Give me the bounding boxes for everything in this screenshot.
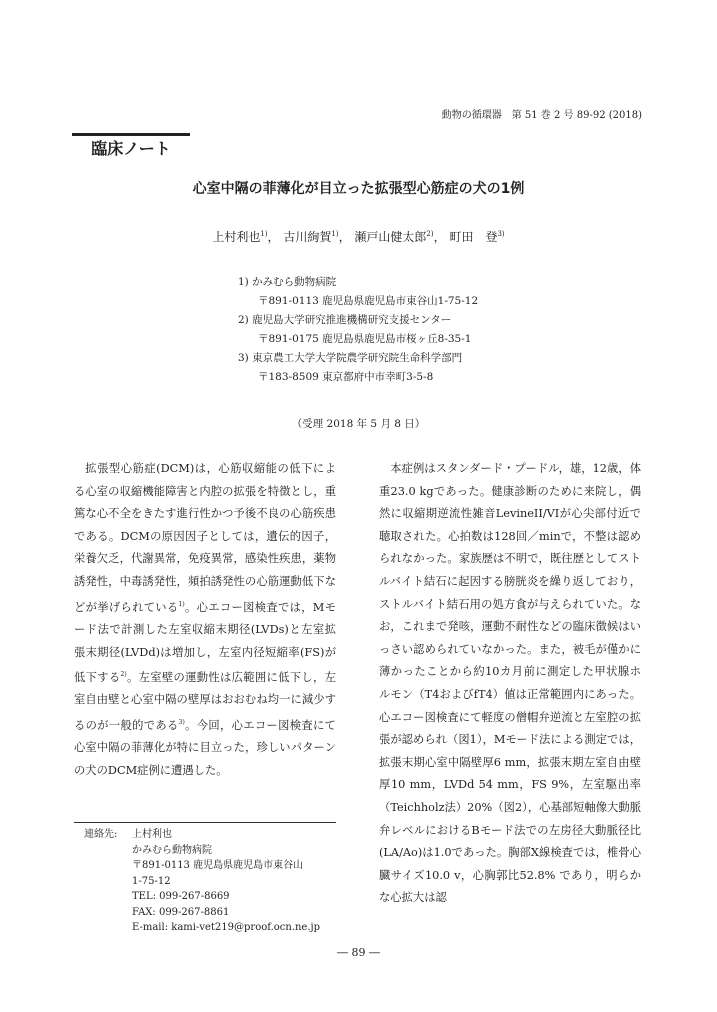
body-text: 拡張型心筋症(DCM)は，心筋収縮能の低下による心室の収縮機能障害と内腔の拡張を特徴とし，重篤な心不全をきたす進行性かつ予後不良の心筋疾患である。DCMの原因因子としては，遺伝的因子，栄養欠乏，代謝異常，免疫異常，感染性疾患，薬物誘発性，中毒誘発性，頻拍誘発性の心筋運動低下などが挙げられている bbox=[74, 462, 336, 614]
body-text: 。左室壁の運動性は広範囲に低下し，左室自由壁と心室中隔の壁厚はおおむね均一に減少するのが一般的である bbox=[74, 670, 336, 732]
author-name: 古川絢賀 bbox=[283, 230, 332, 244]
affiliation-name: 鹿児島大学研究推進機構研究支援センター bbox=[252, 314, 452, 326]
affiliation-number: 3) bbox=[238, 352, 249, 364]
author-affil-mark: 3) bbox=[497, 230, 505, 238]
contact-divider bbox=[74, 822, 336, 823]
article-title: 心室中隔の菲薄化が目立った拡張型心筋症の犬の1例 bbox=[192, 181, 525, 197]
reference-mark: 1) bbox=[178, 600, 185, 608]
contact-line: 1-75-12 bbox=[132, 875, 171, 887]
section-label-text: 臨床ノート bbox=[91, 139, 171, 158]
body-paragraph bbox=[74, 458, 336, 783]
author-list: 上村利也$^{1)}$， 古川絢賀$^{1)}$， 瀬戸山健太郎$^{2)}$， 町田 登$^{3)}$ bbox=[212, 230, 505, 244]
affiliation-name: 東京農工大学大学院農学研究院生命科学部門 bbox=[252, 352, 463, 364]
contact-line: かみむら動物病院 bbox=[132, 844, 212, 856]
affiliation-item bbox=[238, 273, 478, 292]
affiliation-address: 〒891-0175 鹿児島県鹿児島市桜ヶ丘8-35-1 bbox=[258, 333, 472, 345]
section-label bbox=[72, 133, 190, 160]
contact-line: FAX: 099-267-8861 bbox=[132, 906, 230, 918]
reference-mark: 2) bbox=[120, 671, 127, 679]
reference-mark: 3) bbox=[178, 719, 185, 727]
contact-label: 連絡先: bbox=[84, 829, 118, 840]
affiliation-item bbox=[238, 349, 478, 368]
page-number: ― 89 ― bbox=[337, 946, 380, 959]
author-name: 上村利也 bbox=[212, 230, 261, 244]
affiliation-name: かみむら動物病院 bbox=[252, 276, 337, 288]
body-text: 。心エコー図検査では，Mモード法で計測した左室収縮末期径(LVDs)と左室拡張末期径(LVDd)は増加し，左室内径短縮率(FS)が低下する bbox=[74, 600, 336, 684]
contact-email: E-mail: kami-vet219@proof.ocn.ne.jp bbox=[132, 922, 321, 933]
author-affil-mark: 1) bbox=[260, 230, 268, 238]
contact-name: 上村利也 bbox=[132, 829, 172, 840]
affiliation-address: 〒183-8509 東京都府中市幸町3-5-8 bbox=[258, 371, 434, 383]
body-left-column bbox=[74, 458, 336, 783]
affiliation-list bbox=[238, 273, 478, 387]
affiliation-number: 1) bbox=[238, 276, 249, 288]
affiliation-number: 2) bbox=[238, 314, 249, 326]
body-paragraph: 本症例はスタンダード・プードル，雄，12歳，体重23.0 kgであった。健康診断のために来院し，偶然に収縮期逆流性雑音LevineII/VIが心尖部付近で聴取された。心拍数は128回／minで，不整は認められなかった。家族歴は不明で，既往歴としてストルバイト結石に起因する膀胱炎を繰り返しており，ストルバイト結石用の処方食が与えられていた。なお，これまで発咳，運動不耐性などの臨床徴候はいっさい認められていなかった。また，被毛が僅かに薄かったことから約10カ月前に測定した甲状腺ホルモン（T4およびfT4）値は正常範囲内にあった。心エコー図検査にて軽度の僧帽弁逆流と左室腔の拡張が認められ（図1），Mモード法による測定では，拡張末期心室中隔壁厚6 mm，拡張末期左室自由壁厚10 mm，LVDd 54 mm，FS 9%，左室駆出率（Teichholz法）20%（図2），心基部短軸像大動脈弁レベルにおけるBモード法での左房径大動脈径比(LA/Ao)は1.0であった。胸部X線検査では，椎骨心臓サイズ10.0 v，心胸郭比52.8% であり，明らかな心拡大は認 bbox=[379, 462, 641, 905]
contact-line: TEL: 099-267-8669 bbox=[132, 891, 230, 902]
body-text: 。今回，心エコー図検査にて心室中隔の菲薄化が特に目立った，珍しいパターンの犬のDCM症例に遭遇した。 bbox=[74, 718, 336, 778]
affiliation-item bbox=[238, 311, 478, 330]
journal-citation: 動物の循環器 第 51 巻 2 号 89-92 (2018) bbox=[441, 110, 642, 121]
contact-block bbox=[84, 827, 320, 936]
contact-line: 〒891-0113 鹿児島県鹿児島市東谷山 bbox=[132, 860, 304, 871]
author-name: 町田 登 bbox=[449, 230, 498, 244]
contact-line bbox=[84, 827, 320, 843]
received-date: （受理 2018 年 5 月 8 日） bbox=[291, 418, 426, 430]
author-affil-mark: 1) bbox=[331, 230, 339, 238]
author-affil-mark: 2) bbox=[426, 230, 434, 238]
affiliation-address: 〒891-0113 鹿児島県鹿児島市東谷山1-75-12 bbox=[258, 295, 479, 307]
body-right-column bbox=[379, 458, 641, 910]
author-name: 瀬戸山健太郎 bbox=[354, 230, 427, 244]
